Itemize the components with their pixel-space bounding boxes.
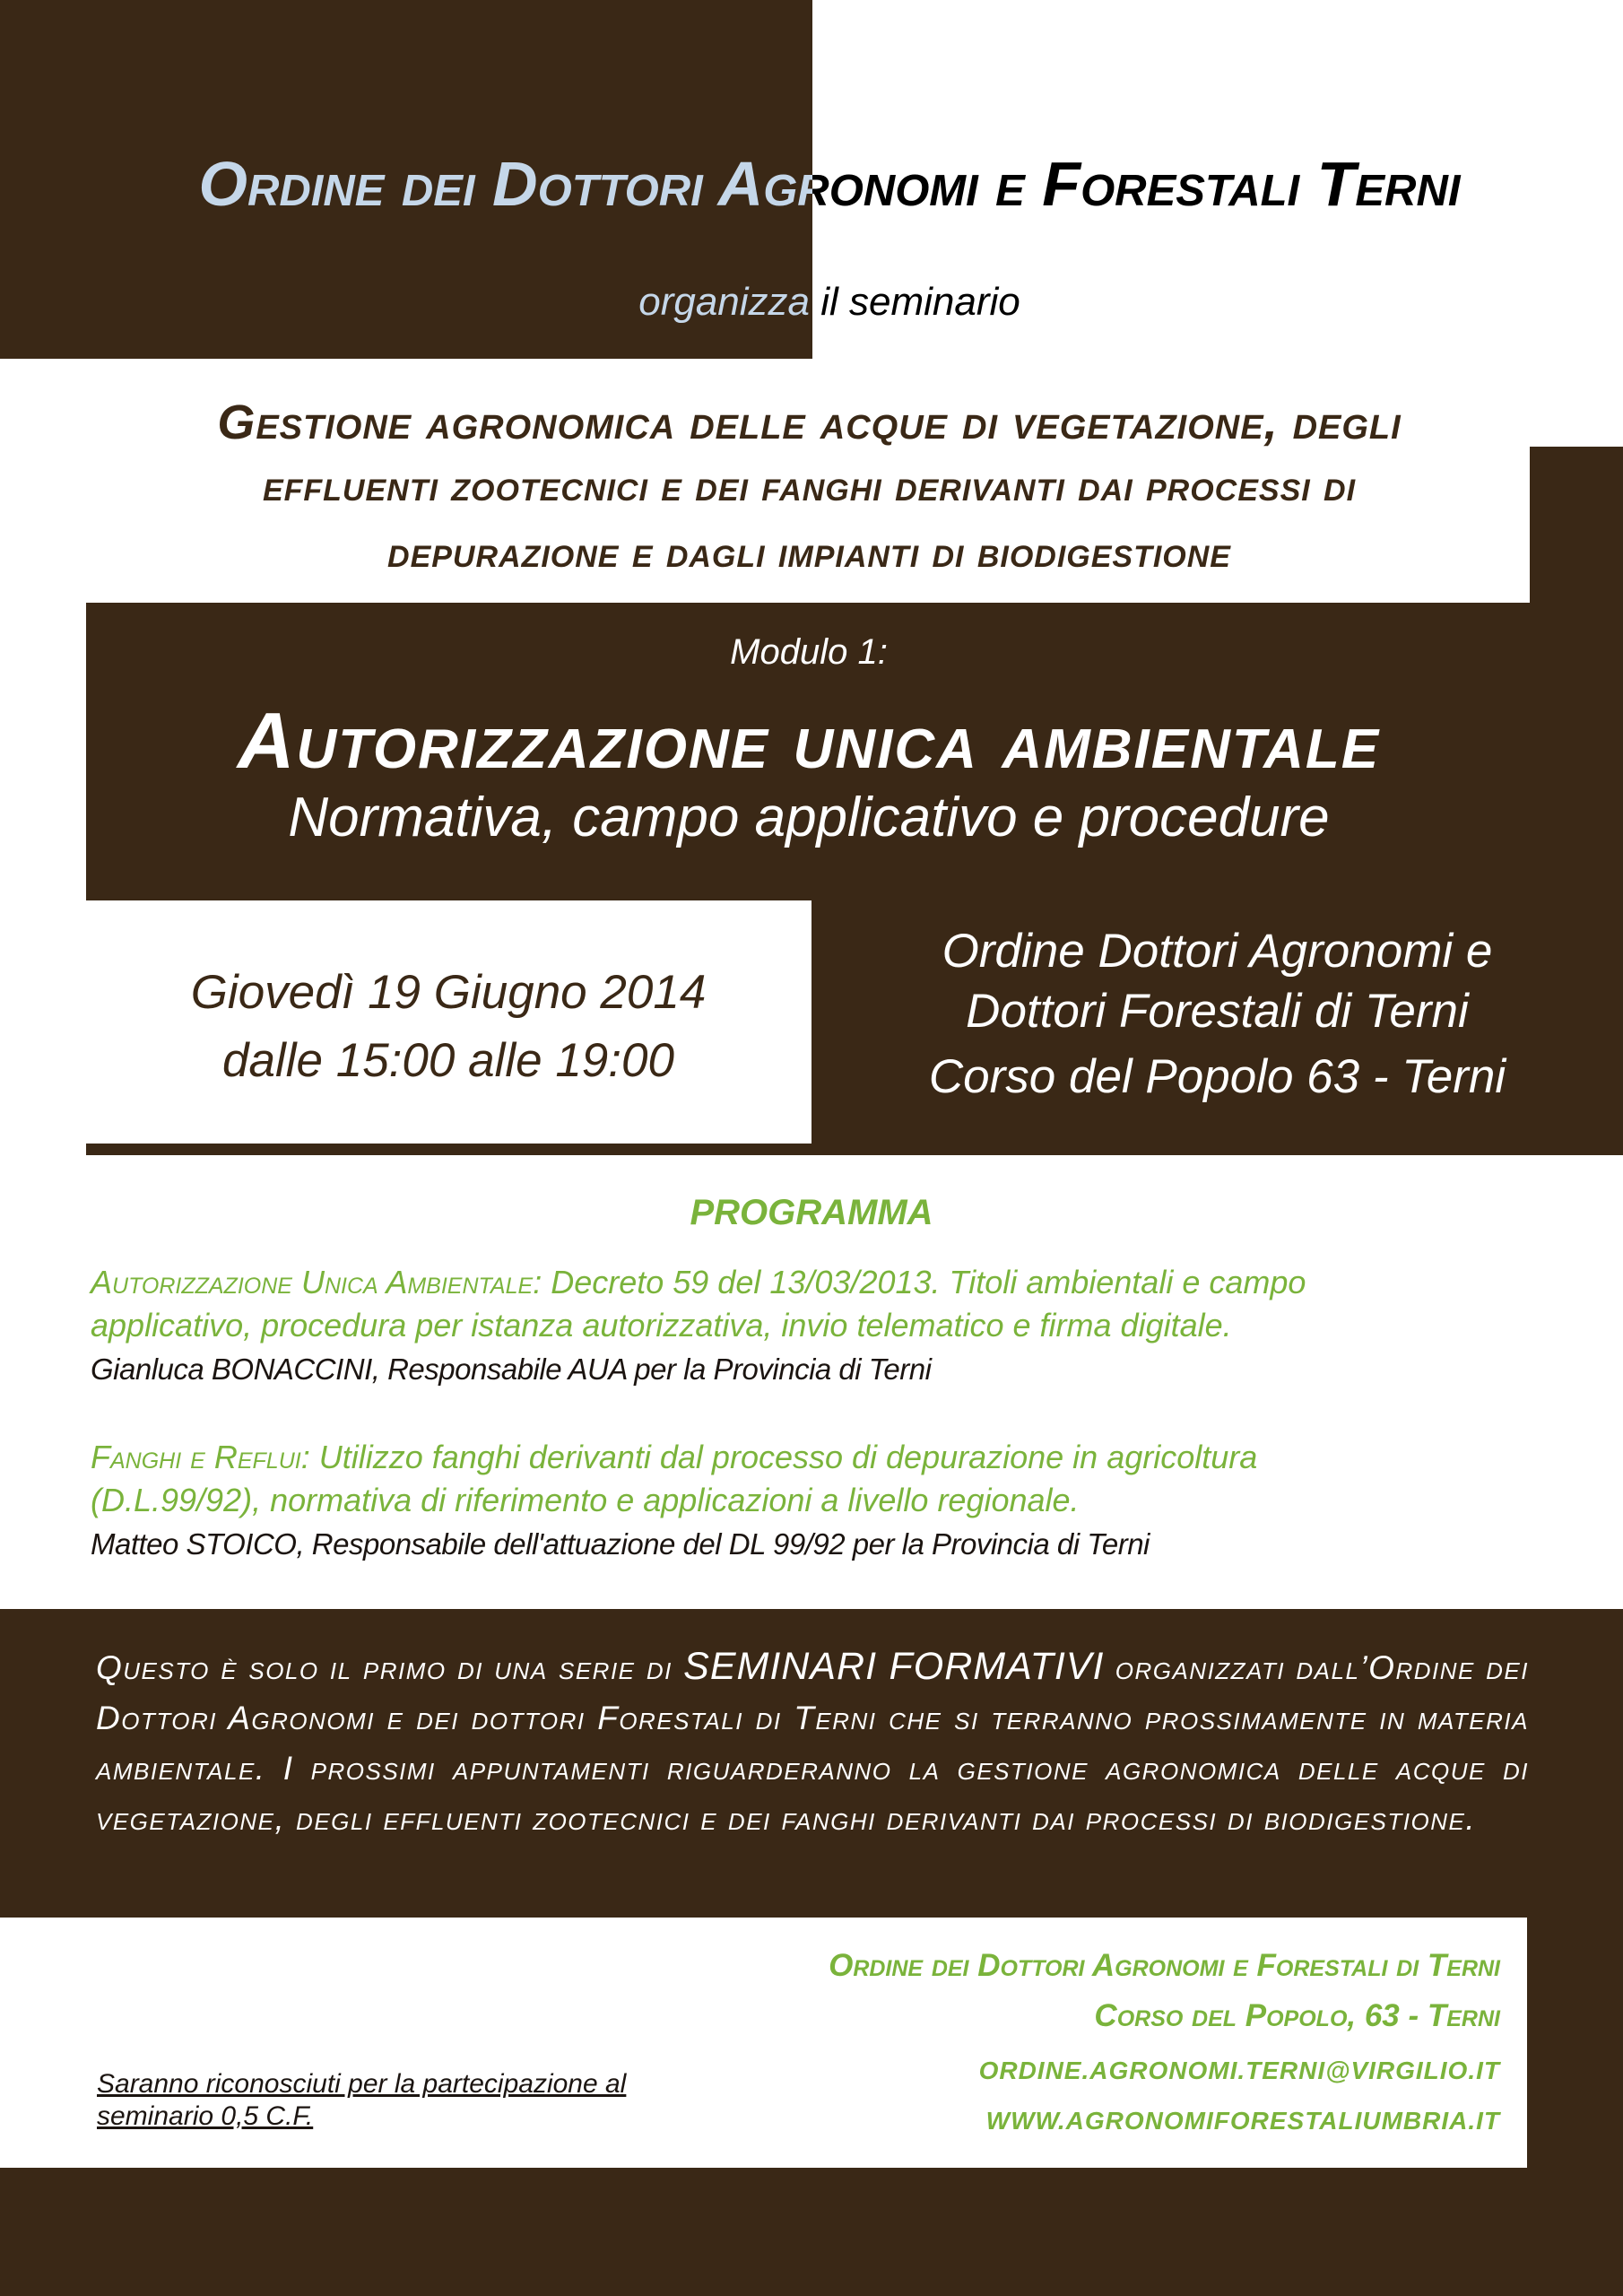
programma-item-1-term: Autorizzazione Unica Ambientale: [91, 1264, 542, 1300]
contact-website-link[interactable]: WWW.AGRONOMIFORESTALIUMBRIA.IT [985, 2107, 1500, 2135]
contact-address: Corso del Popolo, 63 - Terni [1094, 1998, 1500, 2033]
venue-line-2: Dottori Forestali di Terni [966, 985, 1469, 1038]
notice-text-before: Questo è solo il primo di una serie di [96, 1649, 684, 1686]
notice-emphasis: SEMINARI FORMATIVI [683, 1645, 1105, 1688]
footer-right-block [1527, 1917, 1623, 2168]
programma-item-1-line-1 [91, 1261, 1306, 1304]
programma-item-2-term: Fanghi e Reflui: [91, 1439, 310, 1475]
module-label: Modulo 1: [730, 632, 888, 672]
programma-item-2-text: Utilizzo fanghi derivanti dal processo di depurazione in agricoltura [309, 1439, 1258, 1475]
programma-item-1-speaker: Gianluca BONACCINI, Responsabile AUA per la Provincia di Terni [91, 1352, 932, 1386]
event-time: dalle 15:00 alle 19:00 [222, 1034, 674, 1087]
module-subtitle: Normativa, campo applicativo e procedure [288, 787, 1330, 848]
credits-note-line-2: seminario 0,5 C.F. [97, 2101, 314, 2131]
programma-item-1-line-2: applicativo, procedura per istanza autorizzativa, invio telematico e firma digitale. [91, 1307, 1232, 1344]
venue-line-1: Ordine Dottori Agronomi e [942, 925, 1493, 978]
date-underline-bar [86, 1144, 812, 1155]
venue-line-3: Corso del Popolo 63 - Terni [928, 1050, 1506, 1103]
programma-item-2-speaker: Matteo STOICO, Responsabile dell'attuazione del DL 99/92 per la Provincia di Terni [91, 1527, 1150, 1561]
seminar-series-notice [96, 1641, 1529, 1844]
contact-org: Ordine dei Dottori Agronomi e Forestali di Terni [829, 1948, 1500, 1983]
seminar-title-line-1: Gestione agronomica delle acque di vegetazione, degli [217, 396, 1402, 449]
seminar-title-line-2: effluenti zootecnici e dei fanghi derivanti dai processi di [262, 463, 1357, 510]
footer-bottom-block [0, 2168, 1623, 2296]
programma-item-2-line-2: (D.L.99/92), normativa di riferimento e applicazioni a livello regionale. [91, 1482, 1080, 1518]
contact-email-link[interactable]: ORDINE.AGRONOMI.TERNI@VIRGILIO.IT [978, 2057, 1500, 2084]
notice-text-after: organizzati dall’Ordine dei Dottori Agronomi e dei dottori Forestali di Terni che si terranno prossimamente in materia ambientale. I prossimi appuntamenti riguarderanno la gestione agronomica delle acque di vegetazione, degli effluenti zootecnici e dei fanghi derivanti dai processi di biodigestione. [96, 1649, 1529, 1837]
programma-item-1-text: Decreto 59 del 13/03/2013. Titoli ambientali e campo [542, 1264, 1306, 1300]
page-subtitle: organizza il seminario [638, 280, 1020, 324]
page-title: Ordine dei Dottori Agronomi e Forestali Terni [198, 149, 1461, 219]
event-date: Giovedì 19 Giugno 2014 [190, 966, 707, 1019]
module-title: Autorizzazione unica ambientale [237, 696, 1381, 785]
seminar-title-line-3: depurazione e dagli impianti di biodigestione [387, 529, 1231, 577]
credits-note [97, 2068, 626, 2133]
credits-note-line-1: Saranno riconosciuti per la partecipazione al [97, 2069, 627, 2099]
programma-heading: PROGRAMMA [690, 1193, 933, 1232]
programma-item-2-line-1 [91, 1436, 1257, 1479]
